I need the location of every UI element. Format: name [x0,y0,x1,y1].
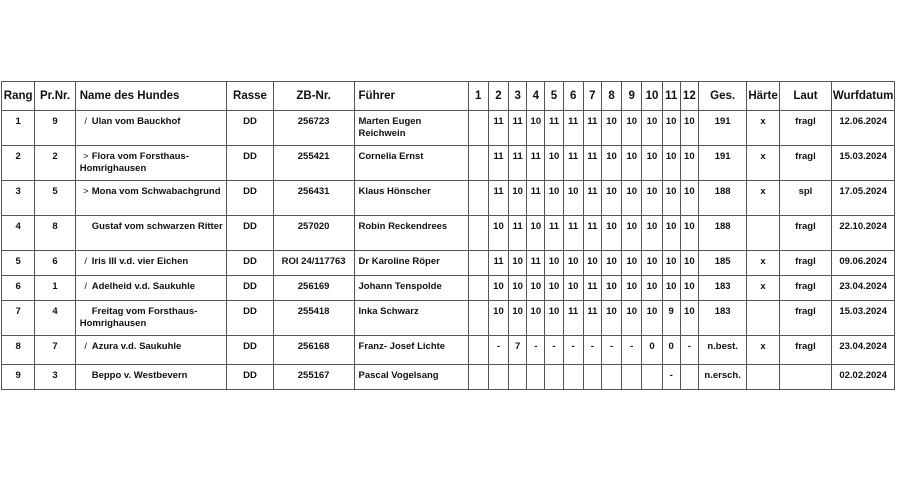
cell-rasse: DD [227,251,273,276]
cell-rang: 1 [2,111,35,146]
cell-wurfdatum: 12.06.2024 [832,111,895,146]
cell-score-9: 10 [622,146,642,181]
cell-score-4: 10 [527,276,545,301]
cell-laut: fragl [779,276,832,301]
cell-haerte [747,216,779,251]
cell-score-6: 10 [563,181,583,216]
cell-fuehrer: Franz- Josef Lichte [354,336,468,365]
cell-score-1 [468,336,488,365]
cell-score-1 [468,216,488,251]
cell-rasse: DD [227,336,273,365]
cell-laut: fragl [779,336,832,365]
cell-fuehrer: Johann Tenspolde [354,276,468,301]
cell-score-12: 10 [680,181,698,216]
col-rang: Rang [2,82,35,111]
cell-rang: 7 [2,301,35,336]
cell-score-1 [468,276,488,301]
cell-score-5: 10 [545,146,563,181]
cell-name [75,301,227,336]
cell-fuehrer: Dr Karoline Röper [354,251,468,276]
col-rasse: Rasse [227,82,273,111]
cell-haerte: x [747,111,779,146]
cell-zbnr: 255167 [273,365,354,390]
cell-score-11: 0 [662,336,680,365]
col-score-6: 6 [563,82,583,111]
col-score-4: 4 [527,82,545,111]
cell-name [75,251,227,276]
cell-ges: 188 [698,181,746,216]
cell-rang: 2 [2,146,35,181]
cell-rasse: DD [227,111,273,146]
table-row [2,276,895,301]
cell-ges: 185 [698,251,746,276]
col-score-7: 7 [583,82,601,111]
cell-score-5: 10 [545,276,563,301]
cell-rang: 3 [2,181,35,216]
cell-ges: 191 [698,111,746,146]
cell-score-4: 10 [527,111,545,146]
cell-score-2: 11 [488,181,508,216]
cell-score-8: 10 [601,181,621,216]
cell-score-2: 11 [488,146,508,181]
table-row [2,251,895,276]
cell-fuehrer: Pascal Vogelsang [354,365,468,390]
cell-wurfdatum: 09.06.2024 [832,251,895,276]
col-score-1: 1 [468,82,488,111]
cell-rasse: DD [227,181,273,216]
cell-wurfdatum: 02.02.2024 [832,365,895,390]
cell-wurfdatum: 22.10.2024 [832,216,895,251]
cell-name [75,365,227,390]
cell-zbnr: 256431 [273,181,354,216]
col-name: Name des Hundes [75,82,227,111]
col-score-12: 12 [680,82,698,111]
cell-score-9: 10 [622,276,642,301]
cell-score-9 [622,365,642,390]
cell-score-3: 11 [509,216,527,251]
cell-score-12 [680,365,698,390]
dog-name: Adelheid v.d. Saukuhle [91,281,196,292]
cell-score-6: - [563,336,583,365]
cell-score-5: 10 [545,301,563,336]
cell-score-6 [563,365,583,390]
cell-haerte: x [747,146,779,181]
check-mark: > [82,186,89,197]
col-prnr: Pr.Nr. [35,82,75,111]
cell-prnr: 3 [35,365,75,390]
table-row [2,146,895,181]
cell-rasse: DD [227,146,273,181]
cell-haerte: x [747,336,779,365]
cell-ges: 188 [698,216,746,251]
cell-score-4: 11 [527,251,545,276]
cell-score-6: 10 [563,276,583,301]
cell-score-6: 11 [563,111,583,146]
cell-score-1 [468,251,488,276]
cell-score-6: 11 [563,301,583,336]
cell-laut: fragl [779,301,832,336]
cell-score-1 [468,111,488,146]
cell-prnr: 2 [35,146,75,181]
cell-score-8 [601,365,621,390]
cell-score-7: - [583,336,601,365]
cell-score-9: 10 [622,301,642,336]
cell-laut: spl [779,181,832,216]
cell-rang: 9 [2,365,35,390]
col-haerte: Härte [747,82,779,111]
cell-score-8: 10 [601,216,621,251]
table-row [2,181,895,216]
cell-score-11: 10 [662,146,680,181]
cell-score-2: 10 [488,301,508,336]
cell-zbnr: 256168 [273,336,354,365]
table-row [2,111,895,146]
cell-score-8: 10 [601,251,621,276]
cell-zbnr: ROI 24/117763 [273,251,354,276]
cell-score-12: 10 [680,216,698,251]
cell-score-3 [509,365,527,390]
cell-score-4: 10 [527,301,545,336]
cell-name [75,146,227,181]
cell-score-7: 11 [583,146,601,181]
cell-rang: 8 [2,336,35,365]
dog-name: Iris III v.d. vier Eichen [91,256,189,267]
dog-name: Mona vom Schwabachgrund [91,186,221,197]
cell-rasse: DD [227,216,273,251]
cell-score-7: 11 [583,301,601,336]
cell-rasse: DD [227,365,273,390]
cell-score-1 [468,365,488,390]
cell-score-10: 10 [642,146,662,181]
cell-prnr: 6 [35,251,75,276]
dog-name: Beppo v. Westbevern [91,370,188,381]
cell-laut: fragl [779,251,832,276]
cell-ges: n.best. [698,336,746,365]
cell-fuehrer: Marten Eugen Reichwein [354,111,468,146]
cell-score-7: 11 [583,111,601,146]
cell-score-4: - [527,336,545,365]
cell-score-12: 10 [680,146,698,181]
cell-prnr: 1 [35,276,75,301]
cell-ges: 191 [698,146,746,181]
cell-score-11: - [662,365,680,390]
cell-score-12: 10 [680,276,698,301]
cell-laut [779,365,832,390]
cell-score-11: 10 [662,111,680,146]
cell-score-3: 10 [509,251,527,276]
col-score-8: 8 [601,82,621,111]
col-score-2: 2 [488,82,508,111]
cell-score-5: 10 [545,181,563,216]
cell-laut: fragl [779,216,832,251]
cell-zbnr: 255418 [273,301,354,336]
cell-score-5 [545,365,563,390]
check-mark: > [82,151,89,162]
cell-zbnr: 256723 [273,111,354,146]
cell-wurfdatum: 23.04.2024 [832,276,895,301]
cell-score-11: 10 [662,181,680,216]
cell-score-10: 10 [642,301,662,336]
cell-score-6: 11 [563,146,583,181]
cell-name [75,111,227,146]
cell-score-2: 11 [488,251,508,276]
cell-wurfdatum: 15.03.2024 [832,146,895,181]
cell-score-4: 11 [527,181,545,216]
cell-score-3: 10 [509,276,527,301]
cell-score-3: 11 [509,146,527,181]
cell-score-12: 10 [680,301,698,336]
cell-score-10: 10 [642,251,662,276]
cell-rang: 4 [2,216,35,251]
cell-score-3: 10 [509,301,527,336]
cell-laut: fragl [779,111,832,146]
cell-rasse: DD [227,301,273,336]
dog-name: Azura v.d. Saukuhle [91,341,182,352]
cell-prnr: 8 [35,216,75,251]
cell-score-6: 10 [563,251,583,276]
cell-score-1 [468,301,488,336]
cell-prnr: 4 [35,301,75,336]
cell-fuehrer: Robin Reckendrees [354,216,468,251]
cell-score-2: 11 [488,111,508,146]
cell-score-8: 10 [601,301,621,336]
cell-score-5: - [545,336,563,365]
cell-rang: 5 [2,251,35,276]
cell-score-9: 10 [622,251,642,276]
cell-ges: n.ersch. [698,365,746,390]
cell-score-10: 0 [642,336,662,365]
cell-ges: 183 [698,276,746,301]
header-row [2,82,895,111]
cell-haerte [747,365,779,390]
cell-score-10: 10 [642,181,662,216]
cell-score-3: 11 [509,111,527,146]
cell-fuehrer: Cornelia Ernst [354,146,468,181]
cell-haerte [747,301,779,336]
table-row [2,365,895,390]
cell-score-10: 10 [642,111,662,146]
cell-wurfdatum: 23.04.2024 [832,336,895,365]
check-mark: / [84,256,88,267]
cell-score-4 [527,365,545,390]
cell-score-7 [583,365,601,390]
col-score-11: 11 [662,82,680,111]
cell-score-5: 11 [545,111,563,146]
cell-score-1 [468,146,488,181]
cell-score-9: 10 [622,111,642,146]
cell-fuehrer: Klaus Hönscher [354,181,468,216]
cell-fuehrer: Inka Schwarz [354,301,468,336]
cell-haerte: x [747,181,779,216]
table-row [2,216,895,251]
cell-score-7: 10 [583,251,601,276]
col-score-10: 10 [642,82,662,111]
cell-zbnr: 257020 [273,216,354,251]
cell-score-5: 10 [545,251,563,276]
cell-score-2: - [488,336,508,365]
cell-score-10: 10 [642,216,662,251]
col-score-5: 5 [545,82,563,111]
col-zbnr: ZB-Nr. [273,82,354,111]
cell-score-3: 7 [509,336,527,365]
cell-score-8: 10 [601,111,621,146]
cell-ges: 183 [698,301,746,336]
cell-rasse: DD [227,276,273,301]
cell-name [75,216,227,251]
dog-name: Flora vom Forsthaus-Homrighausen [79,151,189,174]
col-score-9: 9 [622,82,642,111]
cell-wurfdatum: 17.05.2024 [832,181,895,216]
check-mark: / [84,341,88,352]
dog-name: Ulan vom Bauckhof [91,116,181,127]
cell-score-7: 11 [583,276,601,301]
cell-prnr: 5 [35,181,75,216]
check-mark: / [84,116,88,127]
cell-score-9: - [622,336,642,365]
results-table [1,81,895,390]
cell-haerte: x [747,251,779,276]
cell-score-11: 10 [662,216,680,251]
col-score-3: 3 [509,82,527,111]
table-row [2,301,895,336]
cell-prnr: 9 [35,111,75,146]
cell-score-9: 10 [622,216,642,251]
dog-name: Freitag vom Forsthaus-Homrighausen [79,306,198,329]
cell-haerte: x [747,276,779,301]
cell-zbnr: 255421 [273,146,354,181]
cell-score-11: 10 [662,276,680,301]
table-row [2,336,895,365]
cell-score-12: - [680,336,698,365]
cell-score-11: 9 [662,301,680,336]
cell-name [75,336,227,365]
cell-name [75,181,227,216]
col-laut: Laut [779,82,832,111]
cell-score-7: 11 [583,216,601,251]
cell-zbnr: 256169 [273,276,354,301]
cell-score-2: 10 [488,216,508,251]
cell-score-8: 10 [601,276,621,301]
cell-score-5: 11 [545,216,563,251]
col-ges: Ges. [698,82,746,111]
dog-name: Gustaf vom schwarzen Ritter [91,221,223,232]
cell-score-10 [642,365,662,390]
cell-score-12: 10 [680,111,698,146]
cell-laut: fragl [779,146,832,181]
cell-score-3: 10 [509,181,527,216]
cell-name [75,276,227,301]
cell-score-12: 10 [680,251,698,276]
cell-score-8: 10 [601,146,621,181]
col-wurfdatum: Wurfdatum [832,82,895,111]
cell-score-7: 11 [583,181,601,216]
cell-wurfdatum: 15.03.2024 [832,301,895,336]
cell-prnr: 7 [35,336,75,365]
cell-score-2 [488,365,508,390]
col-fuehrer: Führer [354,82,468,111]
cell-score-8: - [601,336,621,365]
cell-score-2: 10 [488,276,508,301]
cell-score-11: 10 [662,251,680,276]
check-mark: / [84,281,88,292]
cell-score-4: 11 [527,146,545,181]
cell-score-9: 10 [622,181,642,216]
cell-score-10: 10 [642,276,662,301]
cell-rang: 6 [2,276,35,301]
cell-score-6: 11 [563,216,583,251]
cell-score-1 [468,181,488,216]
cell-score-4: 10 [527,216,545,251]
